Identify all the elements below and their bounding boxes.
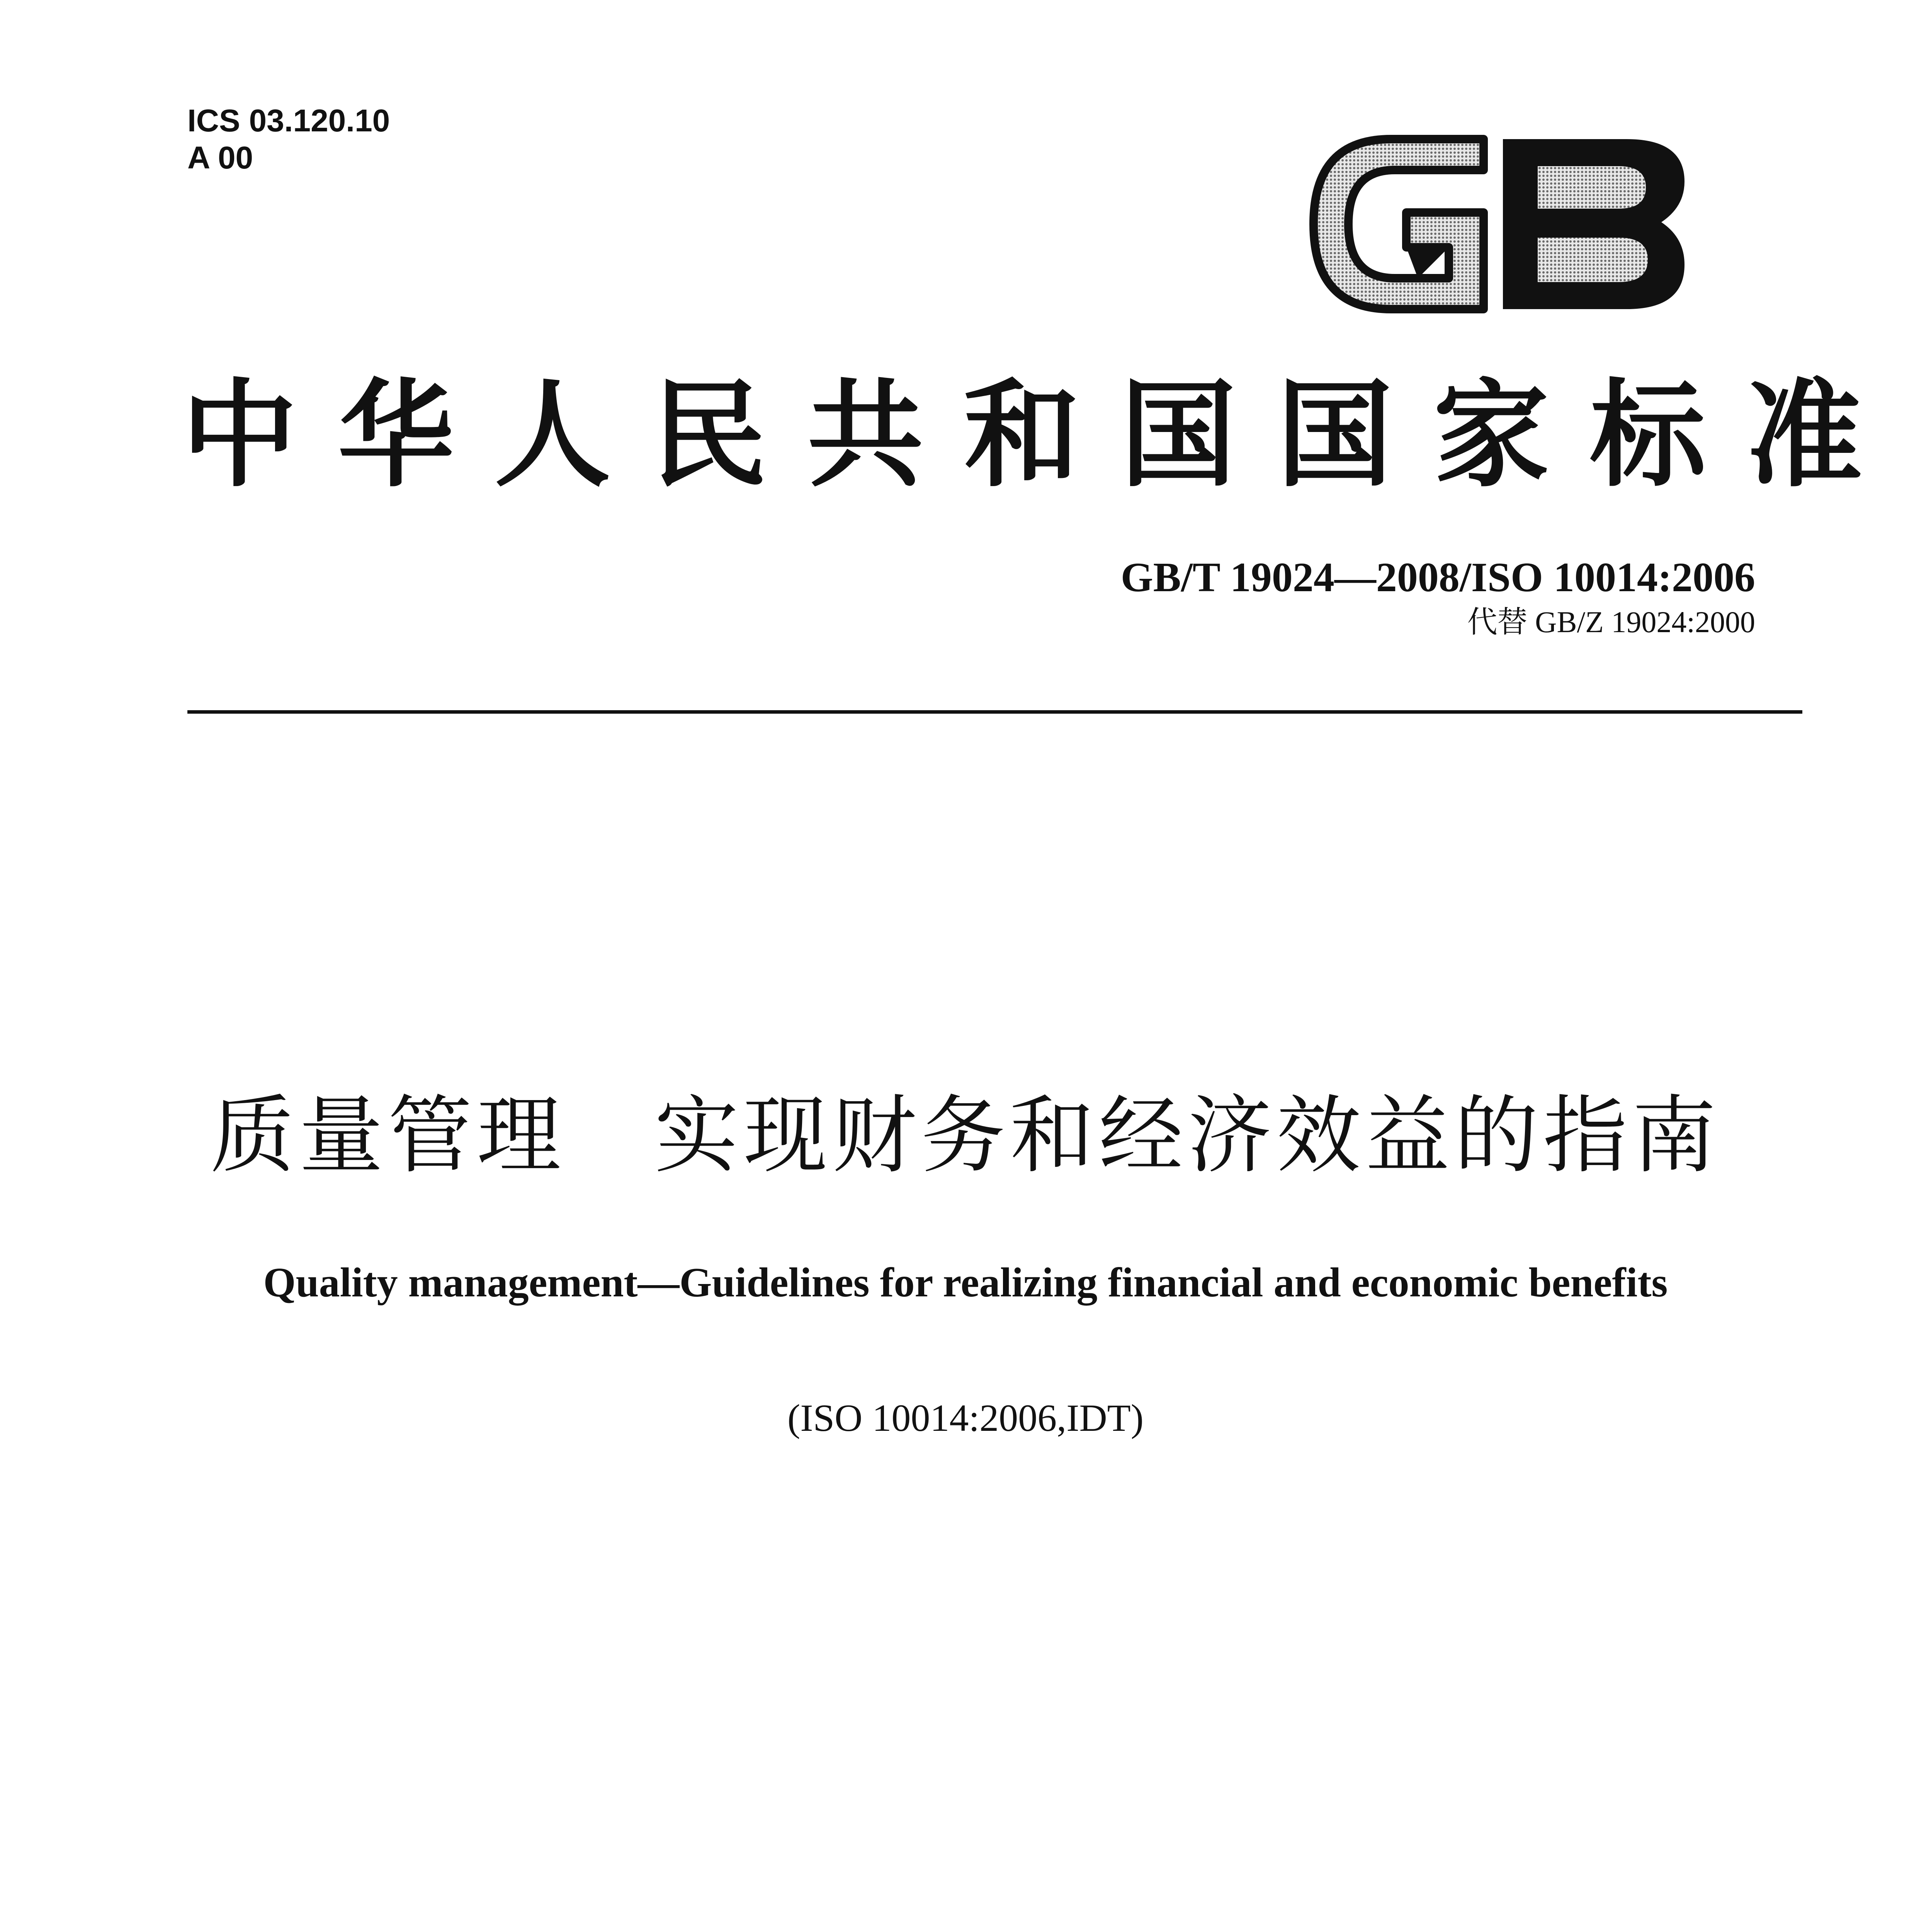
national-standard-title: 中华人民共和国国家标准 bbox=[182, 366, 1903, 503]
adoption-note: (ISO 10014:2006,IDT) bbox=[787, 1396, 1144, 1439]
classification-codes bbox=[187, 102, 390, 177]
ics-code: ICS 03.120.10 bbox=[187, 103, 390, 138]
gb-logo bbox=[1302, 124, 1696, 325]
title-chinese: 质量管理 实现财务和经济效益的指南 bbox=[210, 1087, 1721, 1185]
ccs-code: A 00 bbox=[187, 140, 253, 175]
standard-number: GB/T 19024—2008/ISO 10014:2006 bbox=[1120, 554, 1755, 600]
title-english: Quality management—Guidelines for realizing financial and economic benefits bbox=[263, 1260, 1668, 1306]
replaced-standard: 代替 GB/Z 19024:2000 bbox=[1467, 605, 1755, 639]
header-divider bbox=[187, 710, 1802, 714]
